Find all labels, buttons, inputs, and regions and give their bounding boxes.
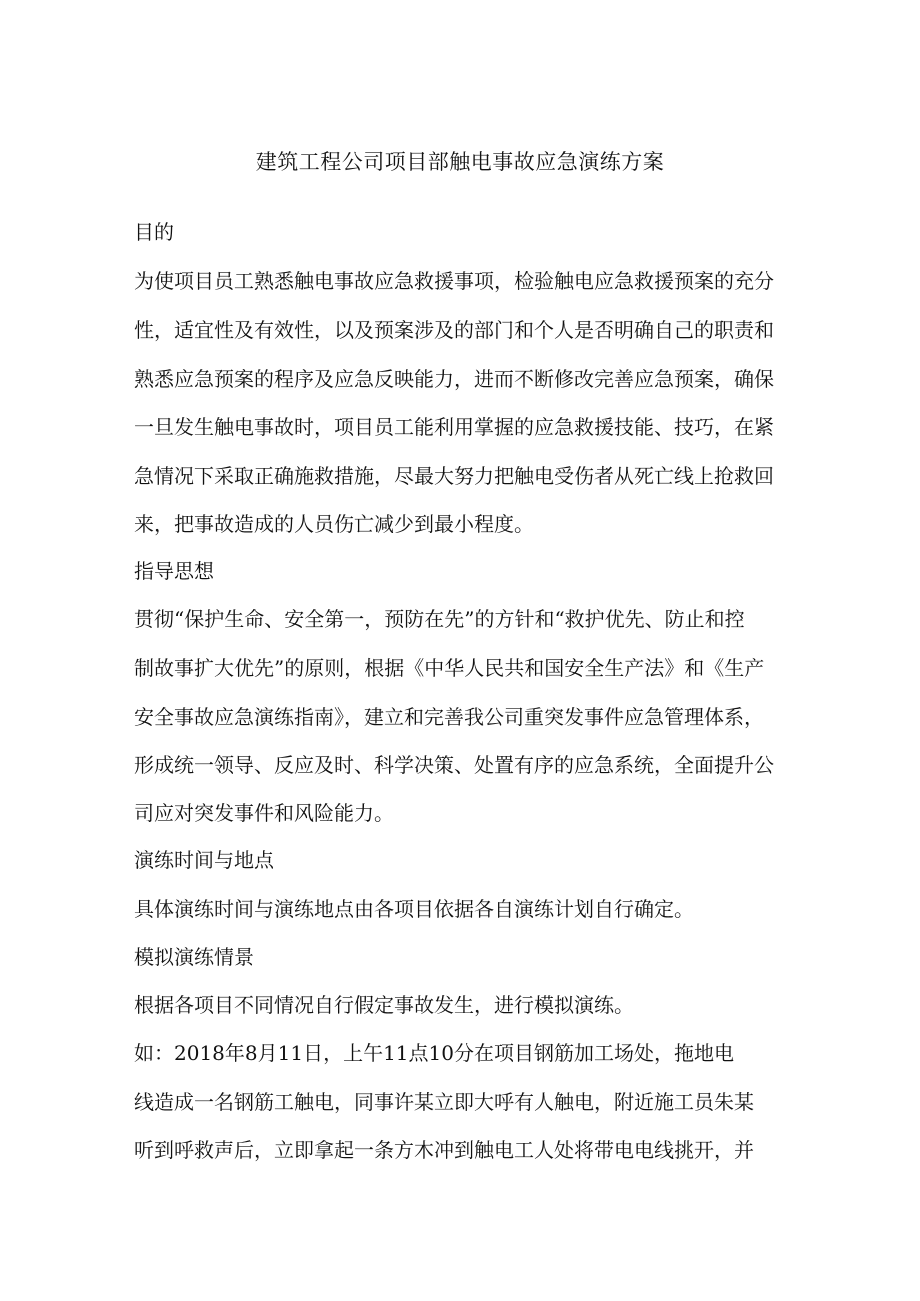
text-line: 制故事扩大优先”的原则，根据《中华人民共和国安全生产法》和《生产 bbox=[134, 656, 765, 680]
text-line: 安全事故应急演练指南》，建立和完善我公司重突发事件应急管理体系， bbox=[134, 705, 764, 729]
heading-purpose: 目的 bbox=[134, 220, 174, 244]
text-line: 具体演练时间与演练地点由各项目依据各自演练计划自行确定。 bbox=[134, 897, 694, 921]
text-line: 线造成一名钢筋工触电，同事许某立即大呼有人触电，附近施工员朱某 bbox=[134, 1090, 754, 1114]
text-line: 司应对突发事件和风险能力。 bbox=[134, 801, 394, 825]
text-line: 一旦发生触电事故时，项目员工能利用掌握的应急救援技能、技巧，在紧 bbox=[134, 415, 774, 439]
text-line: 急情况下采取正确施救措施，尽最大努力把触电受伤者从死亡线上抢救回 bbox=[134, 464, 774, 488]
document-title: 建筑工程公司项目部触电事故应急演练方案 bbox=[255, 150, 665, 174]
text-line: 形成统一领导、反应及时、科学决策、处置有序的应急系统，全面提升公 bbox=[134, 753, 774, 777]
text-line: 性，适宜性及有效性，以及预案涉及的部门和个人是否明确自己的职责和 bbox=[134, 318, 774, 342]
text-line: 来，把事故造成的人员伤亡减少到最小程度。 bbox=[134, 512, 534, 536]
heading-guiding-ideology: 指导思想 bbox=[134, 559, 214, 583]
text-line: 贯彻“保护生命、安全第一，预防在先”的方针和“救护优先、防止和控 bbox=[134, 607, 745, 631]
text-line: 根据各项目不同情况自行假定事故发生，进行模拟演练。 bbox=[134, 993, 634, 1017]
text-line: 为使项目员工熟悉触电事故应急救援事项，检验触电应急救援预案的充分 bbox=[134, 269, 774, 293]
heading-scenario: 模拟演练情景 bbox=[134, 945, 254, 969]
heading-time-location: 演练时间与地点 bbox=[134, 848, 274, 872]
text-line: 熟悉应急预案的程序及应急反映能力，进而不断修改完善应急预案，确保 bbox=[134, 367, 774, 391]
text-line: 听到呼救声后，立即拿起一条方木冲到触电工人处将带电电线挑开，并 bbox=[134, 1138, 754, 1162]
text-line: 如：2018年8月11日，上午11点10分在项目钢筋加工场处，拖地电 bbox=[134, 1041, 734, 1065]
